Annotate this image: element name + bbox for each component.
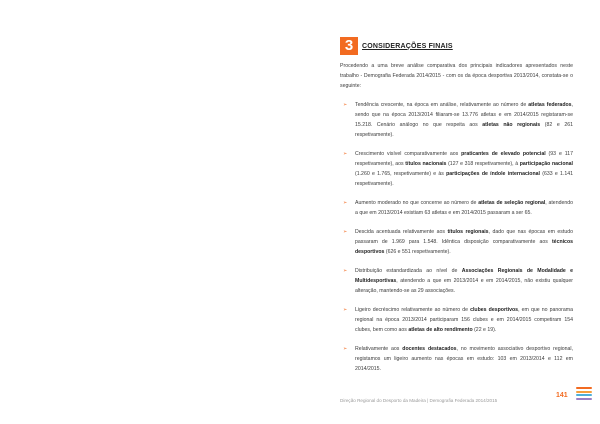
bullet-list bbox=[340, 100, 573, 383]
bullet-text: (82 e 261 respetivamente). bbox=[355, 122, 573, 138]
bullet-item bbox=[340, 198, 573, 218]
bullet-item bbox=[340, 149, 573, 189]
bullet-item bbox=[340, 305, 573, 335]
bullet-item bbox=[340, 344, 573, 374]
bullet-item bbox=[340, 266, 573, 296]
bullet-text: (22 e 19). bbox=[472, 327, 497, 333]
bold-term: Associações Regionais de Modalidade e Multidesportivas bbox=[355, 268, 574, 284]
bullet-text: (626 e 551 respetivamente). bbox=[384, 249, 451, 255]
bold-term: participação nacional bbox=[519, 161, 573, 167]
arrow-bullet-icon: ➢ bbox=[343, 346, 348, 352]
page-number: 141 bbox=[556, 392, 568, 399]
bullet-text: (93 e 117 respetivamente), aos bbox=[355, 151, 573, 167]
bullet-text: (127 e 318 respetivamente), à bbox=[446, 161, 520, 167]
bold-term: praticantes de elevado potencial bbox=[461, 151, 546, 157]
stripe bbox=[576, 398, 592, 400]
bold-term: técnicos desportivos bbox=[355, 239, 573, 255]
stripe bbox=[576, 387, 592, 389]
bold-term: atletas federados bbox=[528, 102, 572, 108]
bullet-text: , atendendo a que em 2013/2014 existiam 63 atletas e em 2014/2015 passaram a ser 65. bbox=[355, 200, 574, 216]
footer-text: Direção Regional do Desporto da Madeira | Demografia Federada 2014/2015 bbox=[340, 398, 498, 403]
section-title: CONSIDERAÇÕES FINAIS bbox=[362, 42, 453, 50]
decorative-stripes bbox=[576, 387, 592, 401]
bullet-text: Descida acentuada relativamente aos bbox=[355, 229, 448, 235]
bold-term: participações de índole internacional bbox=[446, 171, 540, 177]
bullet-item bbox=[340, 100, 573, 140]
bold-term: atletas de alto rendimento bbox=[408, 327, 473, 333]
bold-term: títulos regionais bbox=[447, 229, 489, 235]
bullet-text: (633 e 1.141 respetivamente). bbox=[355, 171, 573, 187]
bold-term: clubes desportivos bbox=[470, 307, 519, 313]
arrow-bullet-icon: ➢ bbox=[343, 307, 348, 313]
stripe bbox=[576, 394, 592, 396]
bold-term: atletas de seleção regional bbox=[478, 200, 546, 206]
intro-paragraph: Procedendo a uma breve análise comparativa dos principais indicadores apresentados neste trabalho - Demografia Federada 2014/2015 - com os da época desportiva 2013/2014, constata-se o seguinte: bbox=[340, 63, 573, 89]
arrow-bullet-icon: ➢ bbox=[343, 151, 348, 157]
bullet-item bbox=[340, 227, 573, 257]
bullet-text: , no movimento associativo desportivo regional, registamos um ligeiro aumento nas épocas em estudo: 103 em 2013/2014 e 112 em 2014/2015. bbox=[355, 346, 573, 372]
arrow-bullet-icon: ➢ bbox=[343, 102, 348, 108]
bullet-text: , em que no panorama regional na época 2013/2014 participaram 156 clubes e em 2014/2015 competiram 154 clubes, bem como aos bbox=[355, 307, 574, 333]
bold-term: docentes destacados bbox=[402, 346, 457, 352]
arrow-bullet-icon: ➢ bbox=[343, 200, 348, 206]
bullet-text: Crescimento visível comparativamente aos bbox=[355, 151, 462, 157]
arrow-bullet-icon: ➢ bbox=[343, 268, 348, 274]
section-heading bbox=[340, 37, 453, 55]
bullet-text: Tendência crescente, na época em análise, relativamente ao número de bbox=[355, 102, 529, 108]
bold-term: atletas não regionais bbox=[482, 122, 541, 128]
bold-term: títulos nacionais bbox=[405, 161, 447, 167]
bullet-text: , sendo que na época 2013/2014 filiaram-se 13.776 atletas e em 2014/2015 registaram-se 15.218. Cenário análogo no que respeita aos bbox=[355, 102, 573, 128]
bullet-text: Distribuição estandardizada ao nível de bbox=[355, 268, 462, 274]
bullet-text: (1.260 e 1.765, respetivamente) e às bbox=[355, 171, 447, 177]
bullet-text: , dado que nas épocas em estudo passaram de 1.969 para 1.548. Idêntica disposição comparativamente aos bbox=[355, 229, 573, 245]
bullet-text: Relativamente aos bbox=[355, 346, 403, 352]
bullet-text: Ligeiro decréscimo relativamente ao número de bbox=[355, 307, 471, 313]
arrow-bullet-icon: ➢ bbox=[343, 229, 348, 235]
bullet-text: Aumento moderado no que concerne ao número de bbox=[355, 200, 479, 206]
stripe bbox=[576, 391, 592, 393]
section-number: 3 bbox=[340, 37, 358, 55]
bullet-text: , atendendo a que em 2013/2014 e em 2014/2015, não existiu qualquer alteração, mantendo-se as 29 associações. bbox=[355, 278, 573, 294]
